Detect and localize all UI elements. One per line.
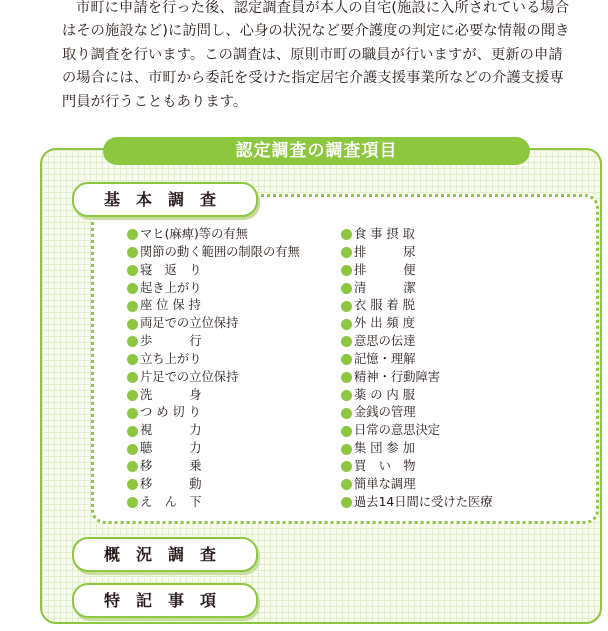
bullet-dot-icon [127, 265, 138, 276]
survey-item-label: 移 動 [140, 476, 202, 491]
bullet-dot-icon [341, 479, 352, 490]
bullet-dot-icon [127, 319, 138, 330]
section-overview-survey [72, 537, 258, 572]
survey-item [341, 244, 493, 262]
bullet-dot-icon [127, 354, 138, 365]
intro-line: 取り調査を行います。この調査は、原則市町の職員が行いますが、更新の申請 [62, 46, 563, 63]
survey-item [341, 387, 493, 405]
intro-line: 市町に申請を行った後、認定調査員が本人の自宅(施設に入所されている場合 [76, 0, 570, 16]
bullet-dot-icon [341, 319, 352, 330]
survey-item-label: 両足での立位保持 [140, 316, 239, 331]
survey-item [127, 440, 300, 458]
survey-item [127, 422, 300, 440]
survey-item-label: 集 団 参 加 [354, 441, 415, 456]
bullet-dot-icon [127, 229, 138, 240]
bullet-dot-icon [341, 444, 352, 455]
survey-item [127, 351, 300, 369]
bullet-dot-icon [127, 301, 138, 312]
bullet-dot-icon [341, 229, 352, 240]
bullet-dot-icon [127, 390, 138, 401]
bullet-dot-icon [341, 301, 352, 312]
survey-item-label: 清 潔 [354, 280, 416, 295]
survey-item [341, 458, 493, 476]
section-basic-survey [72, 182, 258, 217]
bullet-dot-icon [127, 497, 138, 508]
survey-item [341, 315, 493, 333]
bullet-dot-icon [127, 444, 138, 455]
section-label: 概況調査 [104, 545, 233, 564]
survey-item [127, 387, 300, 405]
bullet-dot-icon [341, 354, 352, 365]
survey-item [341, 333, 493, 351]
survey-item-label: 買 い 物 [354, 458, 416, 473]
survey-item [127, 458, 300, 476]
bullet-dot-icon [341, 336, 352, 347]
items-right-column [341, 226, 493, 512]
survey-item-label: 歩 行 [140, 334, 202, 349]
survey-item-label: 関節の動く範囲の制限の有無 [140, 244, 300, 259]
survey-item [341, 494, 493, 512]
bullet-dot-icon [341, 408, 352, 419]
bullet-dot-icon [127, 283, 138, 294]
survey-item-label: 簡単な調理 [354, 476, 416, 491]
bullet-dot-icon [341, 390, 352, 401]
bullet-dot-icon [127, 372, 138, 383]
survey-item [341, 476, 493, 494]
bullet-dot-icon [127, 408, 138, 419]
survey-item [127, 404, 300, 422]
survey-item-label: 座 位 保 持 [140, 298, 201, 313]
survey-item-label: 立ち上がり [140, 351, 202, 366]
survey-item-label: 意思の伝達 [354, 334, 416, 349]
survey-item [127, 297, 300, 315]
bullet-dot-icon [127, 479, 138, 490]
bullet-dot-icon [341, 426, 352, 437]
survey-item [341, 440, 493, 458]
survey-item-label: 薬 の 内 服 [354, 387, 415, 402]
survey-item [341, 297, 493, 315]
bullet-dot-icon [341, 283, 352, 294]
survey-item [127, 280, 300, 298]
survey-item [341, 280, 493, 298]
bullet-dot-icon [127, 461, 138, 472]
survey-item [127, 476, 300, 494]
survey-item-label: 洗 身 [140, 387, 202, 402]
survey-item-label: 聴 力 [140, 441, 202, 456]
survey-item [127, 262, 300, 280]
bullet-dot-icon [341, 497, 352, 508]
bullet-dot-icon [127, 336, 138, 347]
survey-item-label: 衣 服 着 脱 [354, 298, 415, 313]
survey-item [341, 404, 493, 422]
survey-item [127, 244, 300, 262]
survey-item-label: 精神・行動障害 [354, 369, 441, 384]
section-special-notes [72, 583, 258, 618]
survey-item-label: え ん 下 [140, 494, 202, 509]
survey-item [341, 422, 493, 440]
survey-item [127, 226, 300, 244]
survey-item-label: 外 出 頻 度 [354, 316, 415, 331]
survey-item-label: 移 乗 [140, 458, 202, 473]
survey-item [341, 351, 493, 369]
survey-item-label: 金銭の管理 [354, 405, 416, 420]
survey-item [127, 315, 300, 333]
panel-title: 認定調査の調査項目 [103, 137, 530, 165]
survey-item-label: 寝 返 り [140, 262, 202, 277]
bullet-dot-icon [127, 426, 138, 437]
survey-item [127, 494, 300, 512]
section-label: 特記事項 [104, 591, 233, 610]
survey-item-label: 日常の意思決定 [354, 423, 441, 438]
survey-item-label: 排 便 [354, 262, 416, 277]
items-left-column [127, 226, 300, 512]
survey-item-label: つ め 切 り [140, 405, 201, 420]
section-label: 基本調査 [104, 190, 233, 209]
bullet-dot-icon [341, 247, 352, 258]
bullet-dot-icon [341, 372, 352, 383]
survey-item [341, 262, 493, 280]
survey-item-label: 過去14日間に受けた医療 [354, 494, 493, 509]
bullet-dot-icon [341, 265, 352, 276]
intro-line: の場合には、市町から委託を受けた指定居宅介護支援事業所などの介護支援専 [62, 70, 564, 87]
survey-item-label: 起き上がり [140, 280, 202, 295]
intro-text [62, 0, 608, 114]
survey-item-label: 記憶・理解 [354, 351, 416, 366]
survey-item-label: マヒ(麻痺)等の有無 [140, 227, 248, 241]
survey-item [127, 369, 300, 387]
bullet-dot-icon [341, 461, 352, 472]
survey-item-label: 排 尿 [354, 244, 416, 259]
intro-line: はその施設など)に訪問し、心身の状況など要介護度の判定に必要な情報の聞き [62, 23, 570, 40]
survey-item [127, 333, 300, 351]
intro-line: 門員が行うこともあります。 [62, 93, 248, 110]
bullet-dot-icon [127, 247, 138, 258]
survey-item [341, 226, 493, 244]
survey-item-label: 片足での立位保持 [140, 369, 239, 384]
survey-item [341, 369, 493, 387]
survey-item-label: 視 力 [140, 423, 202, 438]
survey-item-label: 食 事 摂 取 [354, 227, 415, 241]
